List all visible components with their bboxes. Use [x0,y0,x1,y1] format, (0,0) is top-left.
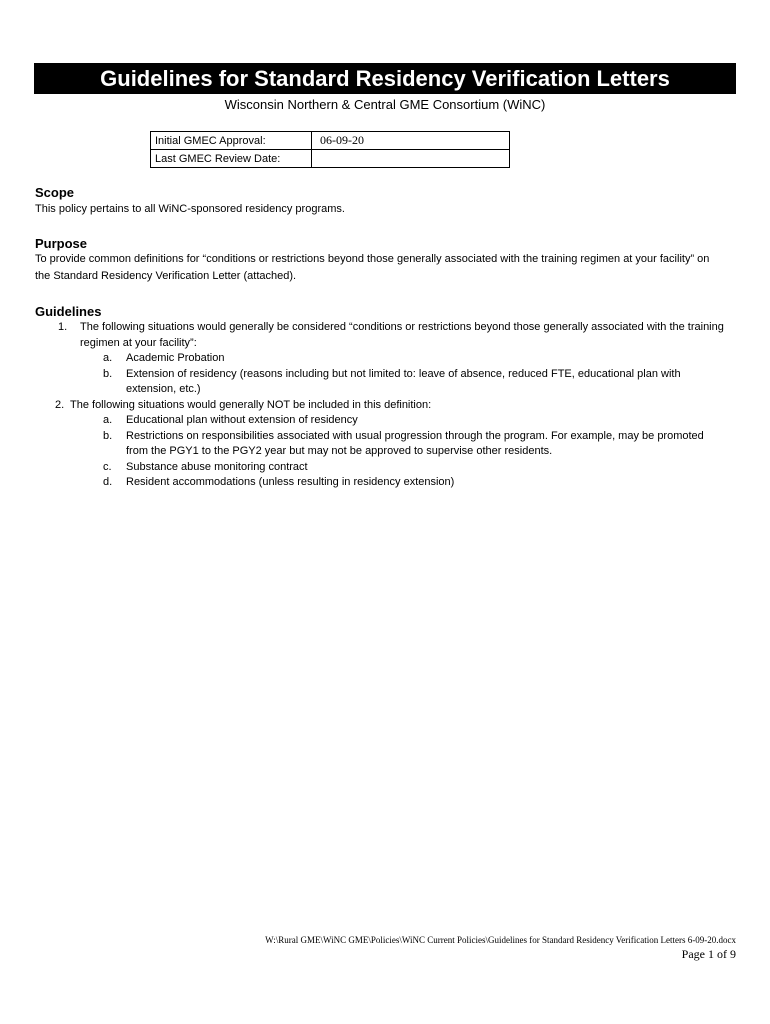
guideline-number: 2. [55,398,65,411]
subitem-text: Extension of residency (reasons including but not limited to: leave of absence, reduced FTE, educational plan with extension, etc.) [126,367,681,395]
subitem-letter: d. [103,476,113,488]
subitem-letter: a. [103,414,113,426]
guidelines-heading: Guidelines [35,304,102,319]
subitem-text: Restrictions on responsibilities associated with usual progression through the program. For example, may be promoted from the PGY1 to the PGY2 year but may not be approved to supervise other residents. [126,429,704,457]
guideline-number: 1. [58,321,68,333]
initial-approval-label: Initial GMEC Approval: [151,132,312,150]
subitem-text: Resident accommodations (unless resulting in residency extension) [126,476,455,488]
guideline-subitem [35,460,725,476]
subitem-letter: c. [103,460,112,473]
approval-row-initial [151,132,510,150]
approval-table [150,131,510,168]
last-review-value [312,150,510,168]
document-subtitle: Wisconsin Northern & Central GME Consortium (WiNC) [224,97,546,112]
guideline-text: The following situations would generally NOT be included in this definition: [70,398,432,411]
guideline-text: The following situations would generally be considered “conditions or restrictions beyond those generally associated with the training regimen at your facility”: [80,321,724,349]
guideline-subitem [35,367,725,398]
scope-heading: Scope [35,185,75,200]
guideline-subitem [35,351,725,367]
subitem-letter: b. [103,367,113,380]
guidelines-list [35,320,725,491]
subitem-text: Substance abuse monitoring contract [126,460,308,473]
subitem-letter: b. [103,429,113,442]
scope-text: This policy pertains to all WiNC-sponsored residency programs. [35,203,345,215]
subitem-text: Academic Probation [126,352,225,364]
guideline-subitem [35,475,725,491]
footer-page-number: Page 1 of 9 [681,947,736,961]
purpose-heading: Purpose [35,236,88,251]
initial-approval-value: 06-09-20 [312,132,510,150]
approval-row-review [151,150,510,168]
document-title: Guidelines for Standard Residency Verification Letters [34,63,736,94]
subitem-letter: a. [103,352,113,364]
guideline-item-2 [35,398,725,414]
guideline-subitem [35,413,725,429]
purpose-text: To provide common definitions for “conditions or restrictions beyond those generally associated with the training regimen at your facility” on the Standard Residency Verification Letter (attached). [35,253,710,282]
last-review-label: Last GMEC Review Date: [151,150,312,168]
guideline-subitem [35,429,725,460]
guideline-item-1 [35,320,725,351]
footer-file-path: W:\Rural GME\WiNC GME\Policies\WiNC Current Policies\Guidelines for Standard Residency Verification Letters 6-09-20.docx [265,935,736,945]
subitem-text: Educational plan without extension of residency [126,414,358,426]
